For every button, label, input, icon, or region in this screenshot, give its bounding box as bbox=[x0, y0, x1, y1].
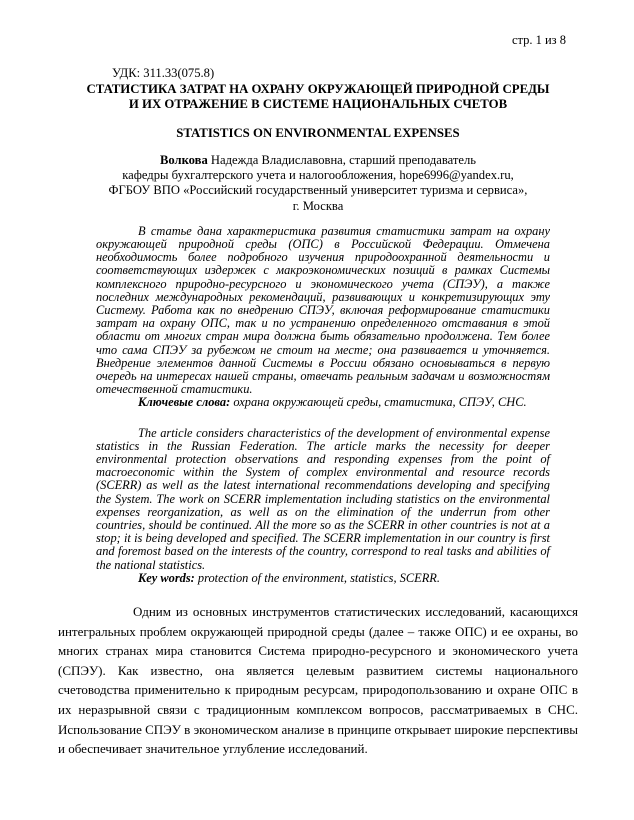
keywords-english-label: Key words: bbox=[138, 570, 195, 585]
author-name-line bbox=[58, 153, 578, 168]
keywords-russian-list: охрана окружающей среды, статистика, СПЭУ, СНС. bbox=[230, 395, 527, 410]
article-title-english: STATISTICS ON ENVIRONMENTAL EXPENSES bbox=[176, 126, 460, 140]
abstract-english-text: The article considers characteristics of the development of environmental expense statistics in the Russian Federation. The article marks the necessity for deeper environmental protection observations and responding expenses from the point of macroeconomic within the System of complex environmental and resource records (SCERR) as well as the latest international recommendations developing and specifying the System. The work on SCERR implementation including statistics on the environmental expenses reorganization, as well as on the elimination of the underrun from other countries, should be continued. All the more so as the SCERR in other countries is not at a stop; it is being developed and specified. The SCERR implementation in our country is first and foremost based on the interests of the country, correspond to real tasks and abilities of the national statistics. bbox=[96, 425, 550, 572]
author-name-rest: Надежда Владиславовна, старший преподаватель bbox=[207, 153, 476, 167]
author-city-line: г. Москва bbox=[292, 198, 344, 213]
keywords-english-line bbox=[96, 572, 550, 585]
abstract-english bbox=[96, 427, 550, 585]
author-university-line: ФГБОУ ВПО «Российский государственный университет туризма и сервиса», bbox=[108, 183, 528, 198]
author-department-line bbox=[58, 168, 578, 183]
author-block bbox=[58, 153, 578, 214]
abstract-russian-text: В статье дана характеристика развития статистики затрат на охрану окружающей природной среды (ОПС) в Российской Федерации. Отмечена необходимость более подробного изучения природоохранной деятельности и соответствующих издержек с макроэкономических позиций в рамках Системы комплексного природно-ресурсного и экономического учета (СПЭУ), а также последних международных рекомендаций, развивающих и конкретизирующих эту Систему. Работа как по внедрению СПЭУ, включая реформирование статистики затрат на охрану ОПС, так и по устранению определенного отставания в этой области от многих стран мира должна быть обязательно продолжена. Тем более что сама СПЭУ за рубежом не стоит на месте; она развивается и уточняется. Внедрение элементов данной Системы в России обязано основываться в первую очередь на интересах нашей страны, отвечать реальным задачам и возможностям отечественной статистики. bbox=[96, 223, 550, 397]
page-number-indicator: стр. 1 из 8 bbox=[511, 33, 566, 47]
abstract-russian bbox=[96, 225, 550, 410]
keywords-russian-line bbox=[96, 396, 550, 409]
keywords-russian-label: Ключевые слова: bbox=[138, 395, 231, 410]
article-title-russian-line2: И ИХ ОТРАЖЕНИЕ В СИСТЕМЕ НАЦИОНАЛЬНЫХ СЧЕТОВ bbox=[128, 96, 508, 111]
author-surname: Волкова bbox=[160, 153, 208, 167]
author-department-comma: , bbox=[510, 168, 514, 183]
udc-code: УДК: 311.33(075.8) bbox=[112, 66, 215, 80]
author-email: hope6996@yandex.ru bbox=[399, 168, 511, 183]
keywords-english-list: protection of the environment, statistics, SCERR. bbox=[194, 570, 440, 585]
author-department-text: кафедры бухгалтерского учета и налогообложения, bbox=[122, 168, 400, 183]
article-title-russian bbox=[58, 82, 578, 111]
body-paragraph-1: Одним из основных инструментов статистических исследований, касающихся интегральных проблем окружающей природной среды (далее – также ОПС) и ее охраны, во многих странах мира становится Система природно-ресурсного и экономического учета (СПЭУ). Как известно, она является целевым развитием системы национального счетоводства применительно к природным ресурсам, природопользованию и охране ОПС в их неразрывной связи с традиционным комплексом вопросов, рассматриваемых в СНС. Использование СПЭУ в экономическом анализе в принципе открывает широкие перспективы и обеспечивает значительное углубление исследований. bbox=[58, 604, 578, 757]
article-title-russian-line1: СТАТИСТИКА ЗАТРАТ НА ОХРАНУ ОКРУЖАЮЩЕЙ ПРИРОДНОЙ СРЕДЫ bbox=[86, 82, 550, 96]
